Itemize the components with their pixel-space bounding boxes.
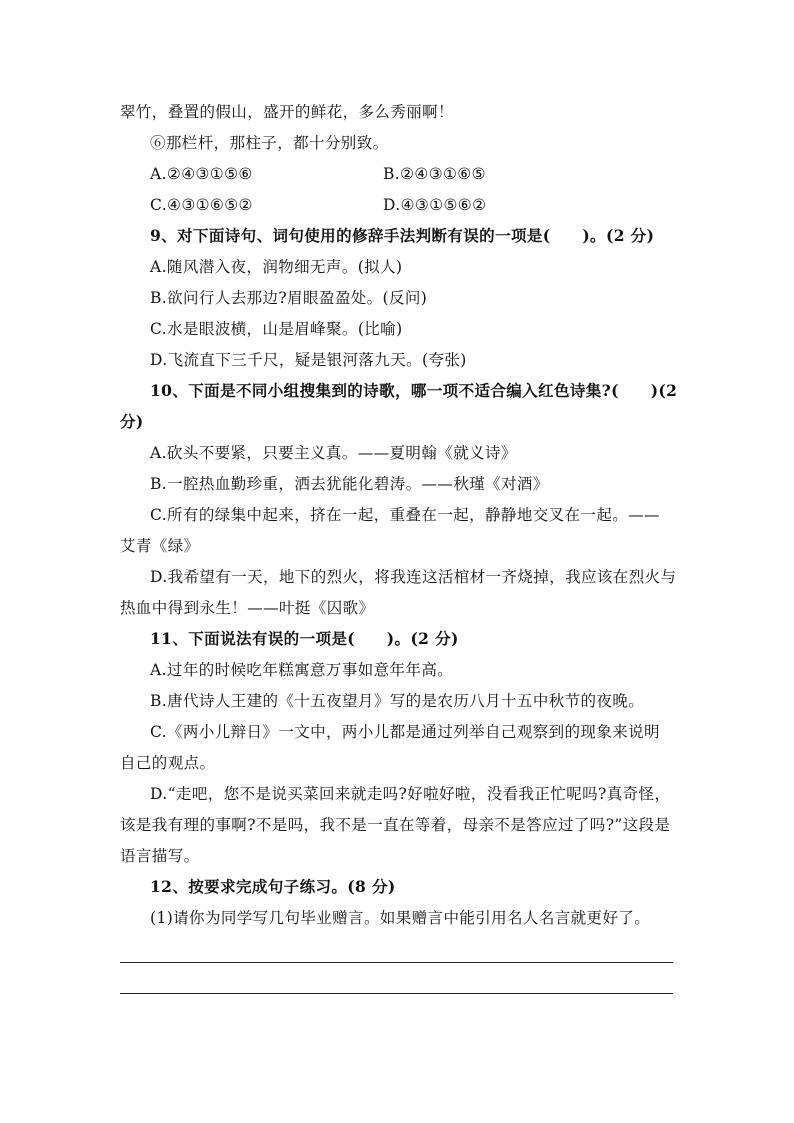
q10-option-b: B.一腔热血勤珍重，洒去犹能化碧涛。——秋瑾《对酒》 bbox=[150, 475, 549, 493]
q10-option-c: C.所有的绿集中起来，挤在一起，重叠在一起，静静地交叉在一起。—— bbox=[150, 506, 660, 524]
q12-subquestion-1: (1)请你为同学写几句毕业赠言。如果赠言中能引用名人名言就更好了。 bbox=[150, 909, 651, 927]
q8-text-line: ⑥那栏杆，那柱子，都十分别致。 bbox=[150, 134, 389, 152]
q9-option-a: A.随风潜入夜，润物细无声。(拟人) bbox=[150, 258, 403, 276]
q11-option-c: C.《两小儿辩日》一文中，两小儿都是通过列举自己观察到的现象来说明 bbox=[150, 723, 660, 741]
q12-stem: 12、按要求完成句子练习。(8 分) bbox=[150, 877, 396, 896]
q11-option-d-cont: 该是我有理的事啊?不是吗，我不是一直在等着，母亲不是答应过了吗?”这段是 bbox=[120, 816, 671, 834]
q10-option-c-cont: 艾青《绿》 bbox=[120, 537, 200, 555]
answer-line[interactable] bbox=[120, 993, 673, 994]
q10-stem: 10、下面是不同小组搜集到的诗歌，哪一项不适合编入红色诗集?( )(2 bbox=[150, 381, 678, 400]
q8-option-d: D.④③①⑤⑥② bbox=[383, 196, 487, 214]
q8-text-line: 翠竹，叠置的假山，盛开的鲜花，多么秀丽啊！ bbox=[120, 103, 454, 121]
q10-option-d: D.我希望有一天，地下的烈火，将我连这活棺材一齐烧掉，我应该在烈火与 bbox=[150, 568, 677, 586]
q10-option-a: A.砍头不要紧，只要主义真。——夏明翰《就义诗》 bbox=[150, 444, 517, 462]
q8-option-b: B.②④③①⑥⑤ bbox=[383, 165, 486, 183]
q9-option-c: C.水是眼波横，山是眉峰聚。(比喻) bbox=[150, 320, 403, 338]
q9-option-b: B.欲问行人去那边?眉眼盈盈处。(反问) bbox=[150, 289, 428, 307]
q10-stem-cont: 分) bbox=[120, 412, 144, 431]
q11-option-a: A.过年的时候吃年糕寓意万事如意年年高。 bbox=[150, 661, 454, 679]
q11-option-c-cont: 自己的观点。 bbox=[120, 754, 216, 772]
q10-option-d-cont: 热血中得到永生！——叶挺《囚歌》 bbox=[120, 599, 375, 617]
q9-option-d: D.飞流直下三千尺，疑是银河落九天。(夸张) bbox=[150, 351, 467, 369]
q8-option-c: C.④③①⑥⑤② bbox=[150, 196, 253, 214]
answer-line[interactable] bbox=[120, 962, 673, 963]
q11-option-d-cont: 语言描写。 bbox=[120, 847, 200, 865]
q11-option-d: D.“走吧，您不是说买菜回来就走吗?好啦好啦，没看我正忙呢吗?真奇怪， bbox=[150, 785, 671, 803]
q11-option-b: B.唐代诗人王建的《十五夜望月》写的是农历八月十五中秋节的夜晚。 bbox=[150, 692, 645, 710]
q11-stem: 11、下面说法有误的一项是( )。(2 分) bbox=[150, 629, 459, 648]
q8-option-a: A.②④③①⑤⑥ bbox=[150, 165, 253, 183]
q9-stem: 9、对下面诗句、词句使用的修辞手法判断有误的一项是( )。(2 分) bbox=[150, 226, 655, 245]
